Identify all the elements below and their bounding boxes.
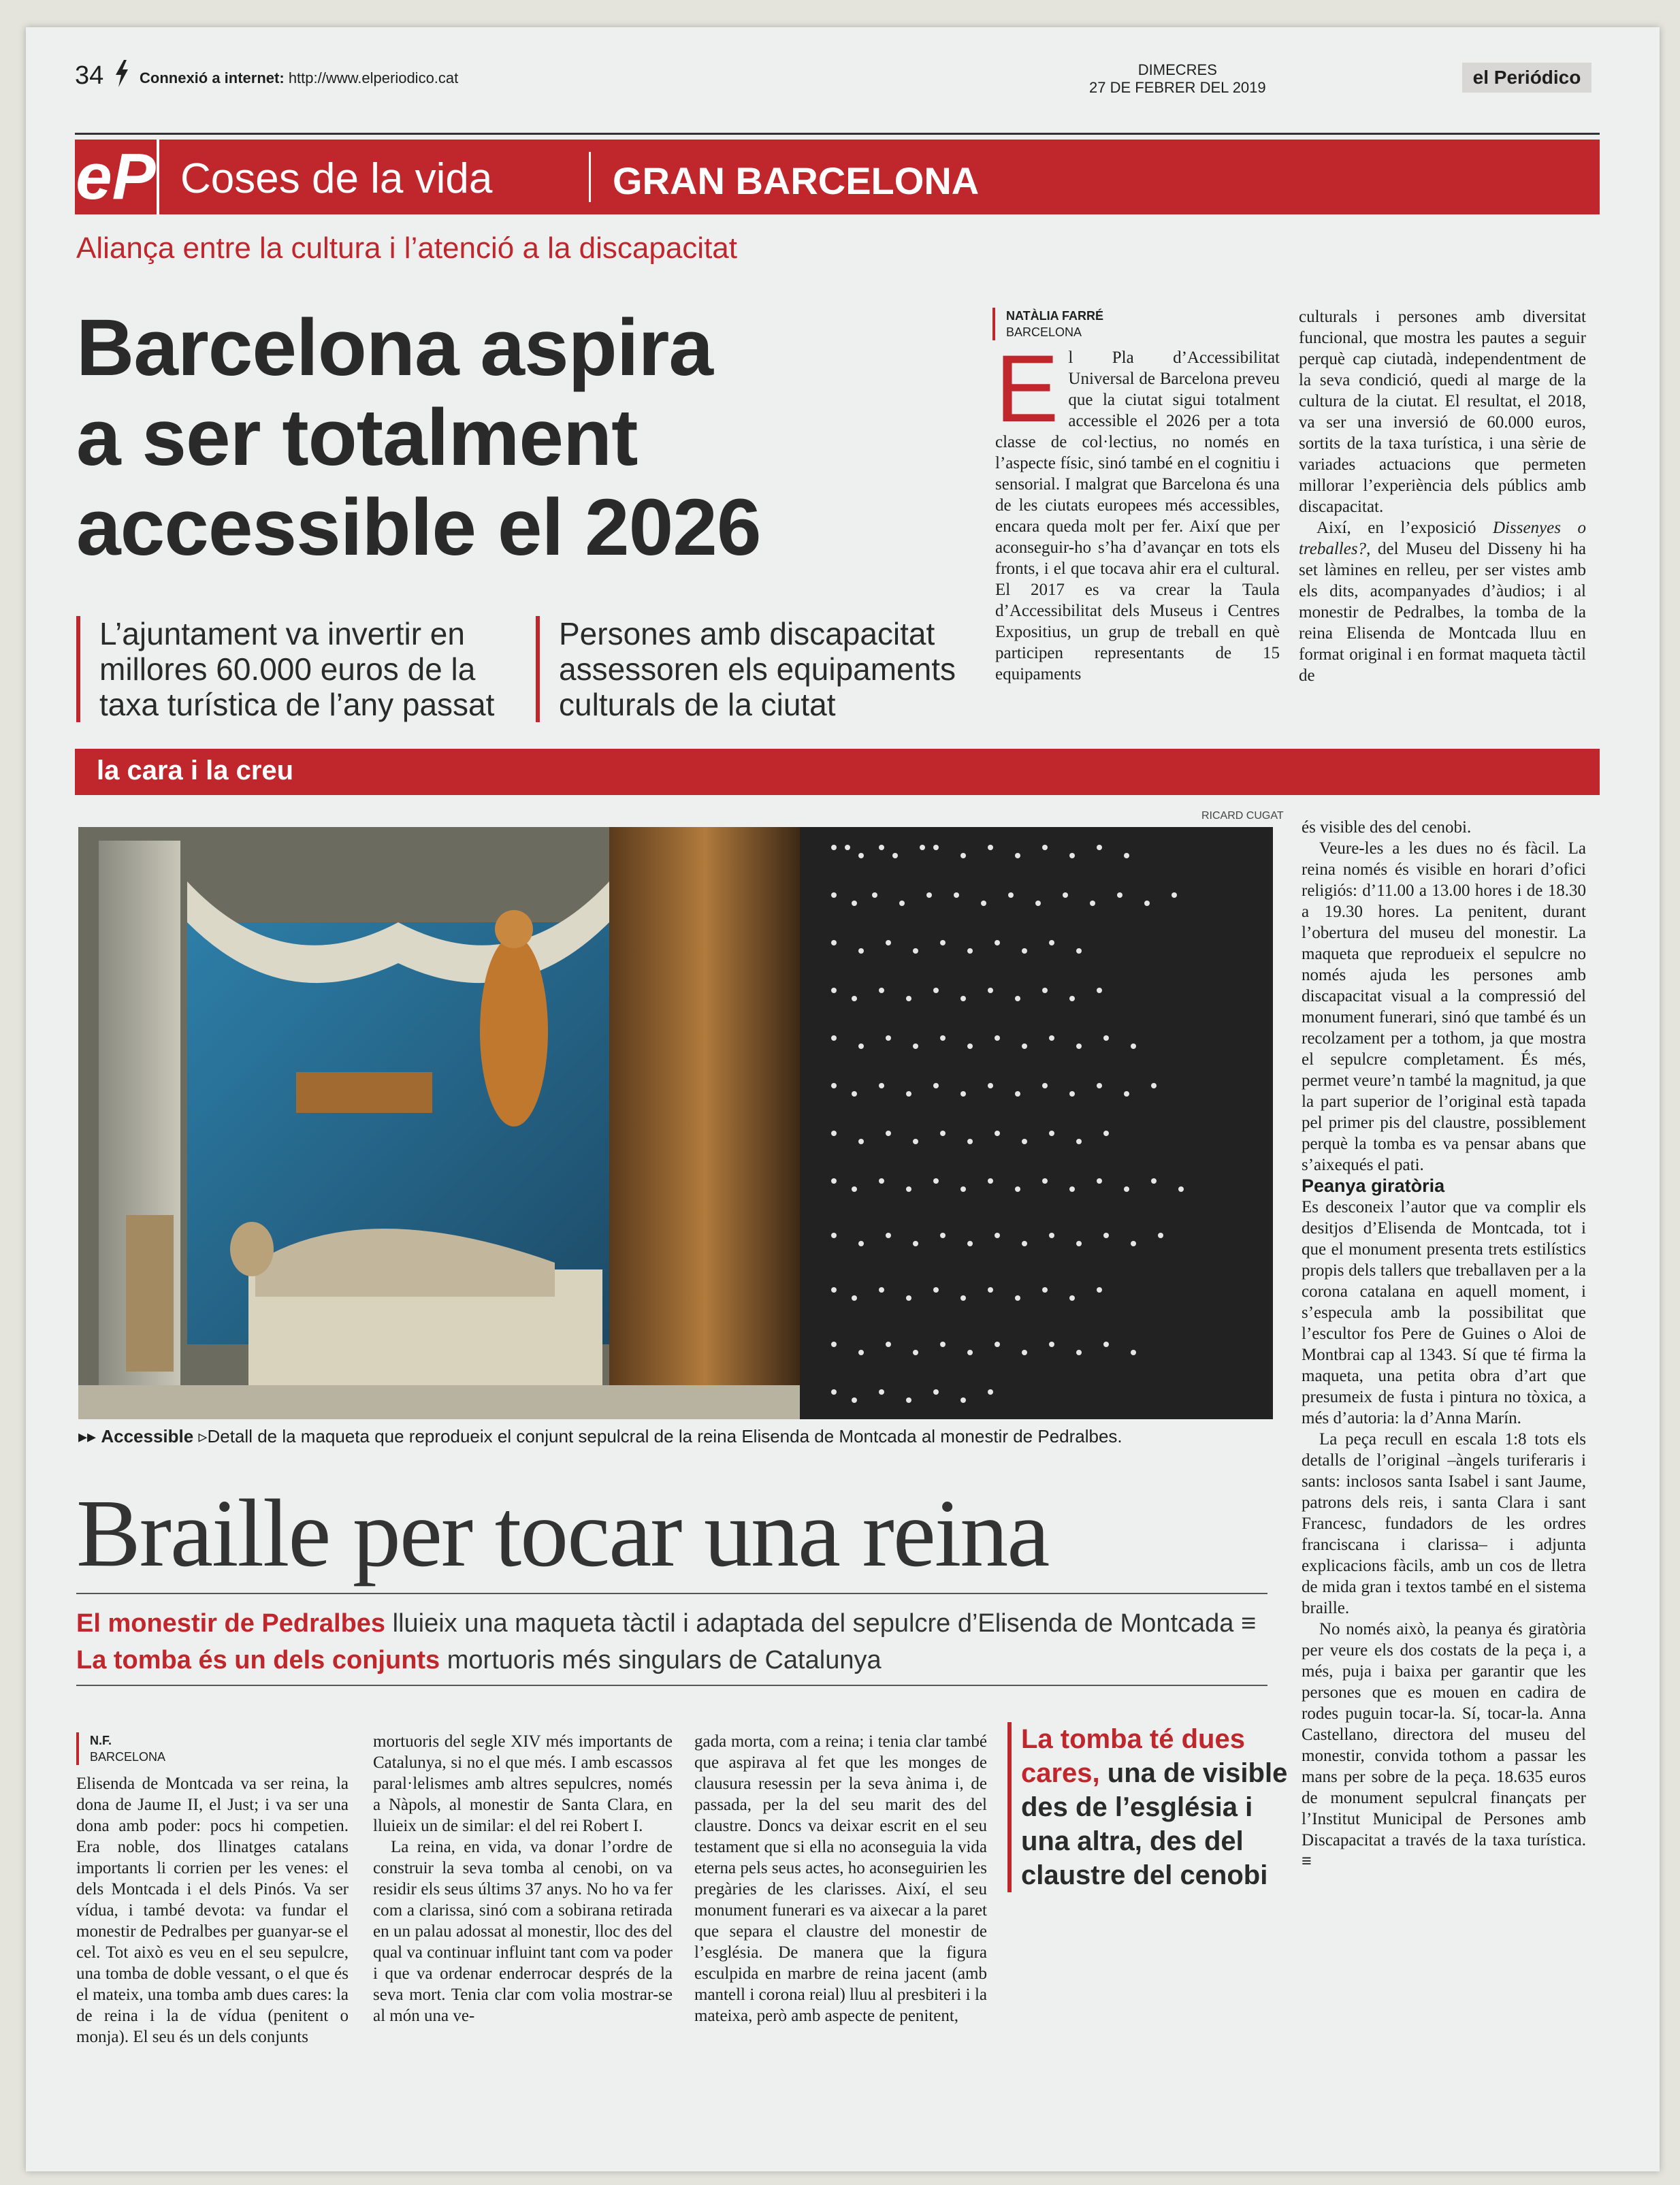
dropcap: E (995, 335, 1059, 442)
headline-line: a ser totalment (76, 393, 638, 483)
subhead-2: Persones amb discapacitat assessoren els equipaments culturals de la ciutat (536, 616, 995, 722)
deck-rule-top (76, 1593, 1267, 1594)
pull-quote: La tomba té dues cares, una de visible des de l’església i una altra, des del claustre del cenobi (1007, 1722, 1293, 1892)
banner-divider (589, 152, 591, 202)
deck-separator-icon: ≡ (1240, 1609, 1257, 1638)
connection-label: Connexió a internet: (140, 69, 285, 86)
caption-text: Detall de la maqueta que reprodueix el conjunt sepulcral de la reina Elisenda de Montcada al monestir de Pedralbes. (207, 1426, 1122, 1446)
side-article (1302, 817, 1586, 1872)
second-byline (76, 1732, 165, 1765)
headline-line: accessible el 2026 (76, 483, 761, 572)
side-p4: La peça recull en escala 1:8 tots els detalls de l’original –àngels turiferaris i sants: inclosos santa Isabel i sant Jaume, patrons dels reis, i santa Clara i sant Francesc, fundadors de les ordres franciscana i clarissa– i adjunta explicacions fàcils, amb un cos de lletra de mida gran i textos també en el sistema braille. (1302, 1430, 1586, 1617)
issue-day: DIMECRES (1137, 61, 1217, 78)
side-p5: No només això, la peanya és giratòria per veure els dos costats de la peça i, a més, puja i baixa per garantir que les persones que es mouen en cadira de rodes puguin tocar-la. Sí, tocar-la. Anna Castellano, directora del museu del monestir, convida tothom a passar les mans per sobre de la peça. 18.635 euros de monument sepulcral finançats per l’Institut Municipal de Persones amb Discapacitat a través de la taxa turística. ≡ (1302, 1620, 1586, 1871)
main-kicker: Aliança entre la cultura i l’atenció a la discapacitat (76, 231, 737, 265)
caption-arrow-icon: ▸▸ (78, 1426, 101, 1446)
section-name: Coses de la vida (180, 155, 493, 202)
main-col2-p2: Així, en l’exposició Dissenyes o treballes?, del Museu del Disseny hi ha set làmines en relleu, per ser vistes amb els dits, acompanyades d’àudios; i al monestir de Pedralbes, la tomba de la reina Elisenda de Montcada lluu en format original i en format maqueta tàctil de (1299, 519, 1586, 685)
second-headline: Braille per tocar una reina (76, 1479, 1049, 1587)
byline-location: BARCELONA (1006, 325, 1082, 339)
photo-caption (78, 1426, 1122, 1447)
ep-logo: eP (75, 140, 159, 214)
page-number: 34 (75, 61, 104, 90)
second-col2-p1: mortuoris del segle XIV més importants de Catalunya, si no el que més. I amb escassos paral·lelismes amb altres sepulcres, només a Nàpols, al monestir de Santa Clara, en lluieix un de similar: el del rei Robert I. (373, 1732, 673, 1835)
deck-highlight-1: El monestir de Pedralbes (76, 1609, 386, 1638)
crossbar (75, 749, 1600, 795)
lightning-icon (114, 60, 129, 87)
section-subname: GRAN BARCELONA (613, 159, 980, 202)
issue-date-text: 27 DE FEBRER DEL 2019 (1089, 79, 1266, 96)
byline-location: BARCELONA (90, 1750, 166, 1764)
deck-highlight-2: La tomba és un dels conjunts (76, 1646, 440, 1674)
pull-highlight: La tomba té dues cares, (1021, 1724, 1245, 1788)
second-col1-text: Elisenda de Montcada va ser reina, la dona de Jaume II, el Just; i va ser una dona amb poder: pocs hi competien. Era noble, dos llinatges catalans importants li corrien per les venes: el dels Montcada i el dels Pinós. Va ser vídua, i també devota: va fundar el monestir de Pedralbes per guanyar-se el cel. Tot això es veu en el seu sepulcre, una tomba de doble vessant, o el que és el mateix, una tomba amb dues cares: la de reina i la de vídua (penitent o monja). El seu és un dels conjunts (76, 1775, 349, 2046)
second-deck: El monestir de Pedralbes lluieix una maqueta tàctil i adaptada del sepulcre d’Elisenda de Montcada ≡ La tomba és un dels conjunts mortuoris més singulars de Catalunya (76, 1609, 1257, 1674)
photo-credit: RICARD CUGAT (1201, 810, 1284, 822)
caption-tag: Accessible (101, 1426, 194, 1446)
second-col-3 (694, 1731, 987, 2026)
main-col1-text: l Pla d’Accessibilitat Universal de Barcelona preveu que la ciutat sigui totalment accessible el 2026 per a tota classe de col·lectius, no només en l’aspecte físic, sinó també en el cognitiu i sensorial. I malgrat que Barcelona és una de les ciutats europees més accessibles, encara queda molt per fer. Així que per aconseguir-ho s’ha d’avançar en tots els fronts, i el que tocava ahir era el cultural. El 2017 es va crear la Taula d’Accessibilitat dels Museus i Centres Expositius, un grup de treball en què participen representants de 15 equipaments (995, 349, 1280, 683)
byline-name: NATÀLIA FARRÉ (1006, 309, 1103, 323)
crossbar-label: la cara i la creu (97, 756, 294, 786)
second-col3-text: gada morta, com a reina; i tenia clar també que aspirava al fet que les monges de clausura resessin per la seva ànima i, de passada, per la del seu marit des del claustre. Doncs va deixar escrit en el seu testament que si ella no aconseguia la vida eterna pels seus actes, ho aconseguirien les pregàries de les clarisses. Així, el seu monument funerari es va aixecar a la paret que separa el claustre del monestir de l’església. De manera que la figura esculpida en marbre de reina jacent (amb mantell i corona reial) lluu al presbiteri i la mateixa, però amb aspecte de penitent, (694, 1732, 987, 2025)
folio (75, 56, 1619, 103)
folio-rule (75, 133, 1600, 135)
side-p3: Es desconeix l’autor que va complir els desitjos d’Elisenda de Montcada, tot i que el monument presenta trets estilístics propis dels tallers que treballaven per a la corona catalana en aquell moment, i s’especula amb la possibilitat que l’escultor fos Pere de Guines o Aloi de Montbrai cap al 1343. Sí que té firma la maqueta, una petita obra d’art que presumeix de fusta i pintura no tòxica, a més d’autoria: la d’Anna Marín. (1302, 1198, 1586, 1427)
main-article-col-1 (995, 335, 1280, 685)
article-photo (78, 827, 1273, 1419)
end-mark: ≡ (1302, 1851, 1312, 1871)
second-col2-p2: La reina, en vida, va donar l’ordre de construir la seva tomba al cenobi, on va residir els seus últims 37 anys. No ho va fer com a clarissa, sinó com a sobirana retirada en un palau adossat al monestir, lloc des del qual va continuar influint tant com va poder i que va ordenar enderrocar després de la seva mort. Tenia clar com volia mostrar-se al món una ve- (373, 1838, 673, 2025)
second-col-1 (76, 1773, 349, 2048)
second-col-2 (373, 1731, 673, 2026)
side-p2: Veure-les a les dues no és fàcil. La reina només és visible en horari d’ofici religiós: d’11.00 a 13.00 hores i de 18.30 a 19.30 hores. La penitent, durant l’obertura del museu del monestir. La maqueta que reprodueix el sepulcre no només ajuda les persones amb discapacitat visual a la compressió del monument funerari, sinó que també és un recolzament per a tothom, ja que mostra el sepulcre completament. És més, permet veure’n també la magnitud, ja que la part superior de l’original està tapada pel primer pis del claustre, possiblement perquè la tomba es va pensar abans que s’aixequés el pati. (1302, 839, 1586, 1174)
side-p1: és visible des del cenobi. (1302, 818, 1472, 837)
headline-line: Barcelona aspira (76, 303, 713, 393)
deck-rule-bottom (76, 1685, 1267, 1686)
exhibition-title: Dissenyes o treballes? (1299, 519, 1586, 558)
side-subtitle: Peanya giratòria (1302, 1176, 1445, 1196)
byline-name: N.F. (90, 1734, 112, 1747)
subhead-1: L’ajuntament va invertir en millores 60.000 euros de la taxa turística de l’any passat (76, 616, 535, 722)
tomb-model-photo (78, 827, 1273, 1419)
connection-url[interactable]: http://www.elperiodico.cat (288, 69, 459, 86)
main-article-col-2 (1299, 306, 1586, 686)
issue-date (1089, 61, 1266, 97)
brand-logo: el Periódico (1462, 63, 1592, 93)
main-col2-p1: culturals i persones amb diversitat funcional, que mostra les pautes a seguir perquè cap ciutadà, independentment de la seva condició, quedi al marge de la cultura de la ciutat. El resultat, el 2018, va ser una inversió de 60.000 euros, sortits de la taxa turística, i una sèrie de variades actuacions que permeten millorar l’experiència dels públics amb discapacitat. (1299, 308, 1586, 516)
main-headline (76, 303, 961, 572)
connection-info (140, 69, 458, 87)
section-banner (75, 140, 1600, 214)
caption-arrow-icon: ▹ (198, 1426, 208, 1446)
